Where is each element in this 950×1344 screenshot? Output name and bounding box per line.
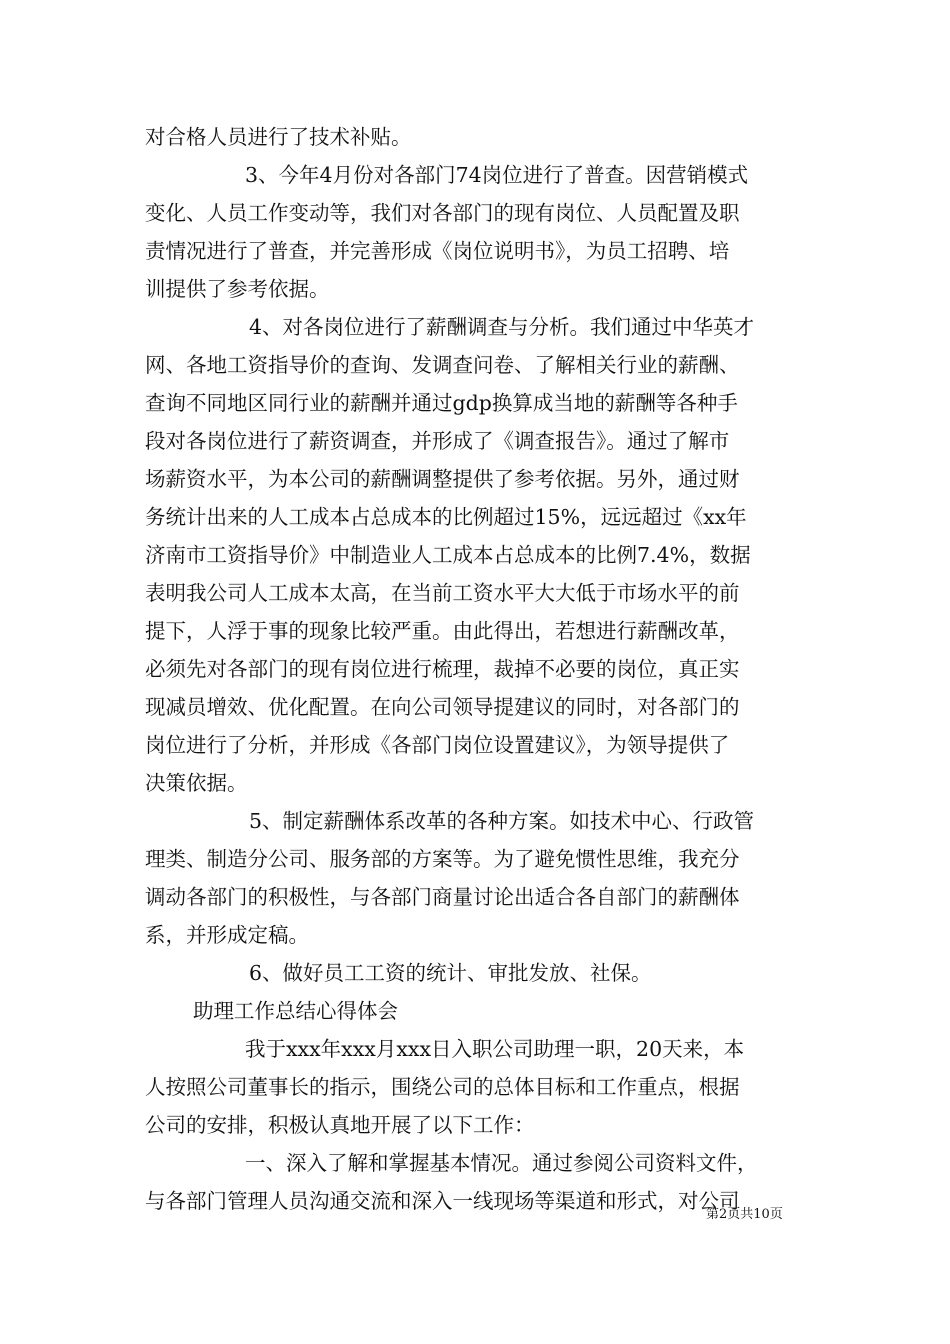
text-line: 对合格人员进行了技术补贴。 xyxy=(145,125,412,149)
text-line: 公司的安排，积极认真地开展了以下工作： xyxy=(145,1113,535,1137)
section-heading: 助理工作总结心得体会 xyxy=(193,999,398,1023)
text-line: 变化、人员工作变动等，我们对各部门的现有岗位、人员配置及职 xyxy=(145,201,740,225)
text-line: 理类、制造分公司、服务部的方案等。为了避免惯性思维，我充分 xyxy=(145,847,740,871)
text-line: 系，并形成定稿。 xyxy=(145,923,309,947)
text-line: 查询不同地区同行业的薪酬并通过gdp换算成当地的薪酬等各种手 xyxy=(145,391,738,415)
text-line: 表明我公司人工成本太高，在当前工资水平大大低于市场水平的前 xyxy=(145,581,740,605)
text-line-item-4: 4、对各岗位进行了薪酬调查与分析。我们通过中华英才 xyxy=(249,315,755,339)
document-body xyxy=(145,118,810,1220)
page-number-footer: 第2页共10页 xyxy=(706,1207,783,1222)
text-line: 段对各岗位进行了薪资调查，并形成了《调查报告》。通过了解市 xyxy=(145,429,730,453)
text-line: 必须先对各部门的现有岗位进行梳理，裁掉不必要的岗位，真正实 xyxy=(145,657,740,681)
text-line: 调动各部门的积极性，与各部门商量讨论出适合各自部门的薪酬体 xyxy=(145,885,740,909)
text-line-section-1: 一、深入了解和掌握基本情况。通过参阅公司资料文件， xyxy=(245,1151,758,1175)
text-line: 务统计出来的人工成本占总成本的比例超过15%，远远超过《xx年 xyxy=(145,505,747,529)
text-line-item-5: 5、制定薪酬体系改革的各种方案。如技术中心、行政管 xyxy=(249,809,755,833)
text-line: 我于xxx年xxx月xxx日入职公司助理一职，20天来，本 xyxy=(245,1037,745,1061)
text-line: 决策依据。 xyxy=(145,771,248,795)
text-line: 训提供了参考依据。 xyxy=(145,277,330,301)
text-line: 现减员增效、优化配置。在向公司领导提建议的同时，对各部门的 xyxy=(145,695,740,719)
text-line-item-3: 3、今年4月份对各部门74岗位进行了普查。因营销模式 xyxy=(245,163,749,187)
text-line: 网、各地工资指导价的查询、发调查问卷、了解相关行业的薪酬、 xyxy=(145,353,740,377)
text-line: 场薪资水平，为本公司的薪酬调整提供了参考依据。另外，通过财 xyxy=(145,467,740,491)
text-line: 提下，人浮于事的现象比较严重。由此得出，若想进行薪酬改革， xyxy=(145,619,740,643)
text-line: 岗位进行了分析，并形成《各部门岗位设置建议》，为领导提供了 xyxy=(145,733,730,757)
text-line-item-6: 6、做好员工工资的统计、审批发放、社保。 xyxy=(249,961,652,985)
text-line: 济南市工资指导价》中制造业人工成本占总成本的比例7.4%，数据 xyxy=(145,543,751,567)
text-line: 人按照公司董事长的指示，围绕公司的总体目标和工作重点，根据 xyxy=(145,1075,740,1099)
text-line: 与各部门管理人员沟通交流和深入一线现场等渠道和形式，对公司 xyxy=(145,1189,740,1213)
text-line: 责情况进行了普查，并完善形成《岗位说明书》，为员工招聘、培 xyxy=(145,239,730,263)
